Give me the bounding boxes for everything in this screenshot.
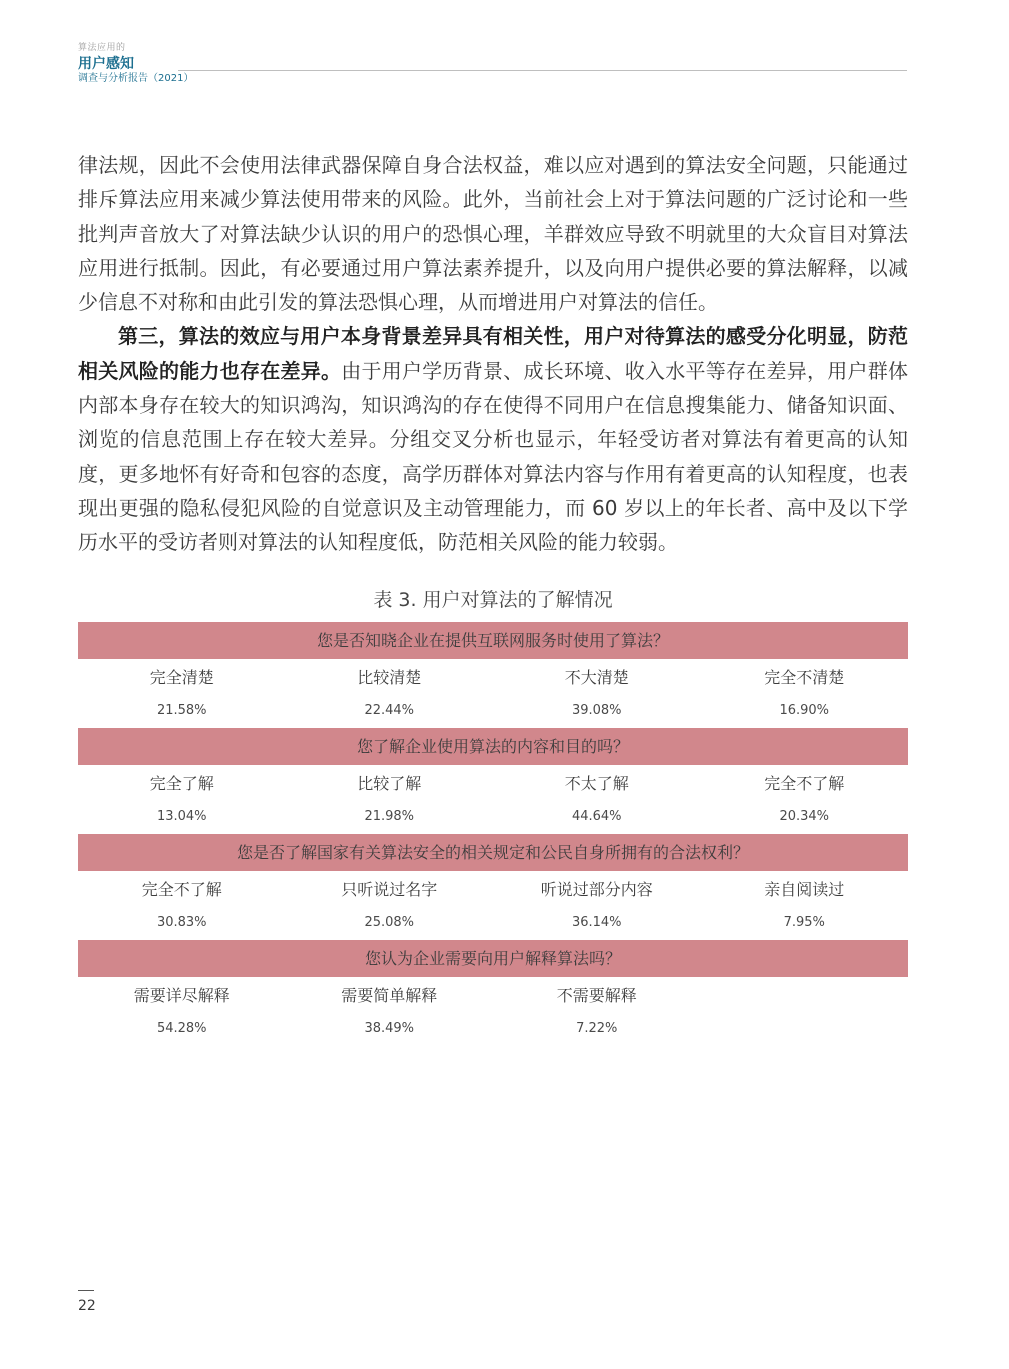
percent-value: 7.95% (783, 915, 825, 930)
percent-value: 16.90% (779, 703, 830, 718)
option-label: 亲自阅读过 (764, 879, 845, 899)
survey-table (78, 622, 908, 1046)
option-label: 完全不清楚 (764, 667, 845, 687)
header-subtitle: 调查与分析报告（2021） (78, 73, 194, 84)
percent-value: 54.28% (156, 1021, 207, 1036)
percent-value: 21.98% (364, 809, 415, 824)
percent-value: 30.83% (156, 915, 207, 930)
running-header (78, 44, 193, 84)
option-label: 不大清楚 (564, 667, 629, 687)
percent-row (78, 693, 908, 728)
percent-value: 13.04% (156, 809, 207, 824)
option-label: 需要详尽解释 (133, 985, 230, 1005)
options-row (78, 977, 908, 1011)
percent-value: 44.64% (571, 809, 622, 824)
percent-value: 20.34% (779, 809, 830, 824)
option-label: 不需要解释 (556, 985, 637, 1005)
option-label: 完全清楚 (149, 667, 214, 687)
option-label: 完全不了解 (141, 879, 222, 899)
question-band: 您是否了解国家有关算法安全的相关规定和公民自身所拥有的合法权利？ (78, 834, 908, 871)
percent-value: 21.58% (156, 703, 207, 718)
option-label: 比较清楚 (357, 667, 422, 687)
paragraph-1: 律法规，因此不会使用法律武器保障自身合法权益，难以应对遇到的算法安全问题，只能通过排斥算法应用来减少算法使用带来的风险。此外，当前社会上对于算法问题的广泛讨论和一些批判声音放大了对算法缺少认识的用户的恐惧心理，羊群效应导致不明就里的大众盲目对算法应用进行抵制。因此，有必要通过用户算法素养提升，以及向用户提供必要的算法解释，以减少信息不对称和由此引发的算法恐惧心理，从而增进用户对算法的信任。 (78, 153, 908, 315)
percent-row (78, 1011, 908, 1046)
options-row (78, 871, 908, 905)
header-title: 用户感知 (78, 56, 134, 72)
option-label: 只听说过名字 (341, 879, 438, 899)
body-text (78, 148, 908, 560)
option-label: 听说过部分内容 (540, 879, 653, 899)
percent-value: 22.44% (364, 703, 415, 718)
option-label: 比较了解 (357, 773, 422, 793)
option-label: 需要简单解释 (341, 985, 438, 1005)
percent-value: 38.49% (364, 1021, 415, 1036)
header-pretitle: 算法应用的 (78, 43, 126, 53)
question-band: 您是否知晓企业在提供互联网服务时使用了算法？ (78, 622, 908, 659)
paragraph-2-lead: 第三，算法的效应与用户本身背景差异具有相关性，用户对待算法的感受分化明显，防范相关风险的能力也存在差异。 (78, 324, 908, 383)
percent-value: 39.08% (571, 703, 622, 718)
percent-value: 36.14% (571, 915, 622, 930)
page-number: 22 (78, 1298, 96, 1314)
option-label: 完全了解 (149, 773, 214, 793)
question-band: 您认为企业需要向用户解释算法吗？ (78, 940, 908, 977)
paragraph-2 (78, 319, 908, 559)
footer-rule (78, 1290, 94, 1291)
paragraph-2-rest: 由于用户学历背景、成长环境、收入水平等存在差异，用户群体内部本身存在较大的知识鸿沟，知识鸿沟的存在使得不同用户在信息搜集能力、储备知识面、浏览的信息范围上存在较大差异。分组交叉分析也显示，年轻受访者对算法有着更高的认知度，更多地怀有好奇和包容的态度，高学历群体对算法内容与作用有着更高的认知程度，也表现出更强的隐私侵犯风险的自觉意识及主动管理能力，而 60 岁以上的年长者、高中及以下学历水平的受访者则对算法的认知程度低，防范相关风险的能力较弱。 (78, 358, 908, 555)
percent-value: 7.22% (576, 1021, 618, 1036)
option-label: 完全不了解 (764, 773, 845, 793)
percent-value: 25.08% (364, 915, 415, 930)
options-row (78, 765, 908, 799)
percent-row (78, 905, 908, 940)
option-label: 不太了解 (564, 773, 629, 793)
header-rule (178, 70, 907, 71)
percent-row (78, 799, 908, 834)
options-row (78, 659, 908, 693)
question-band: 您了解企业使用算法的内容和目的吗？ (78, 728, 908, 765)
table-caption: 表 3. 用户对算法的了解情况 (373, 589, 613, 611)
